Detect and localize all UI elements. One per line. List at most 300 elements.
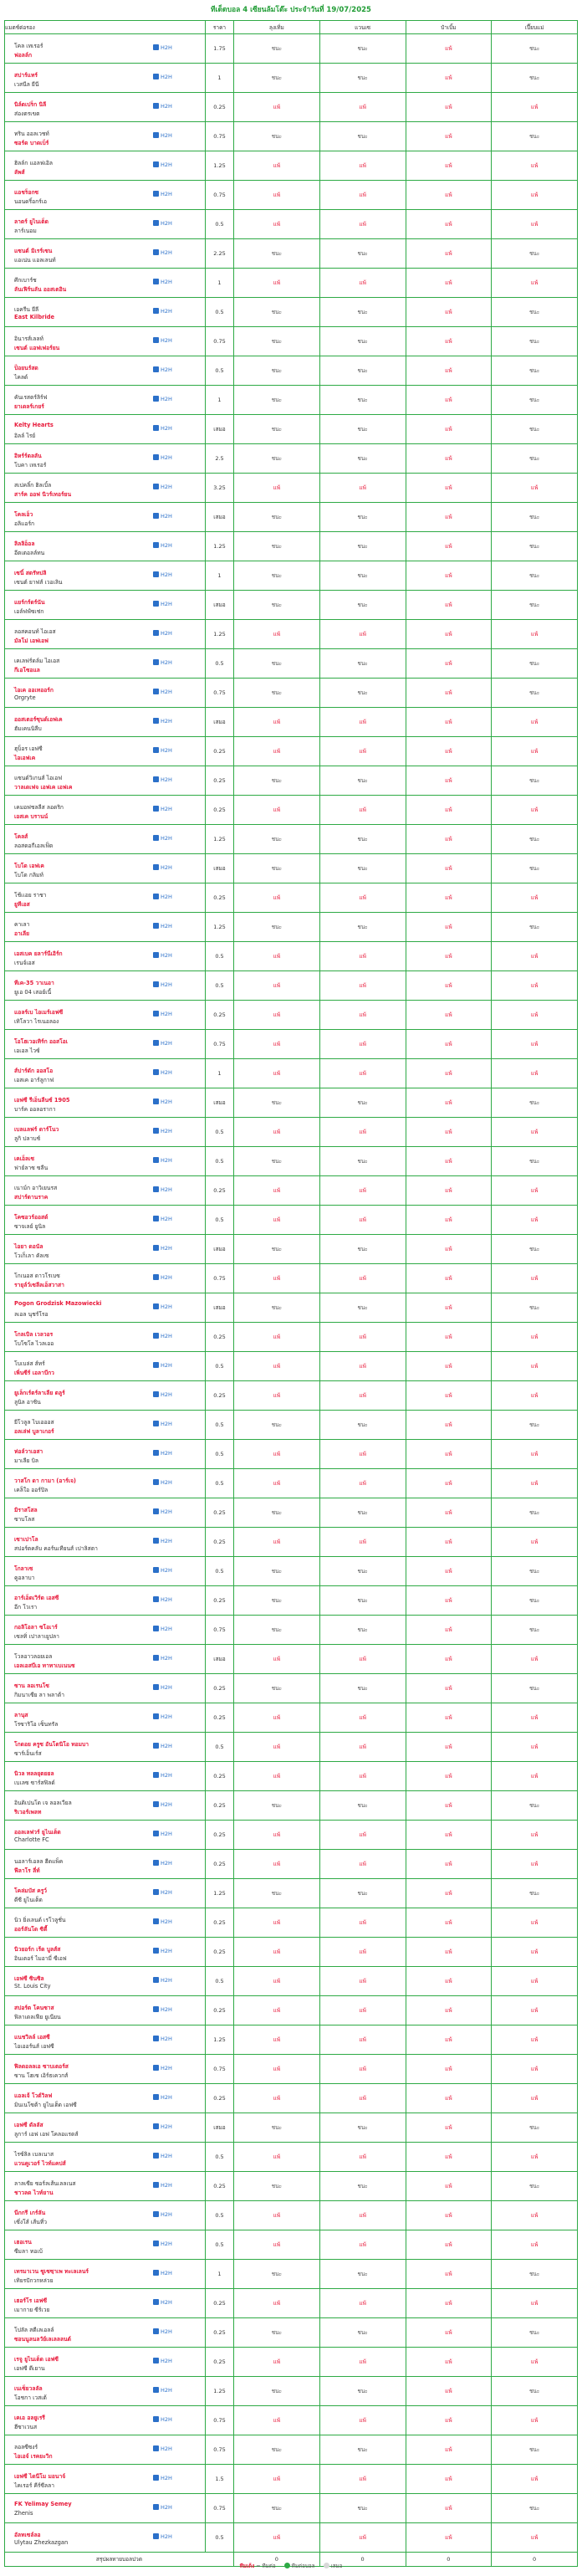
- result-cell: ชนะ: [492, 1879, 578, 1908]
- h2h-label: H2H: [161, 1860, 172, 1867]
- h2h-link[interactable]: [153, 2445, 172, 2452]
- result-cell: ชนะ: [319, 1498, 406, 1528]
- result-cell: แพ้: [234, 708, 320, 737]
- result-cell: แพ้: [406, 239, 492, 269]
- odds-cell: 0.25: [206, 1323, 234, 1352]
- h2h-link[interactable]: [153, 2094, 172, 2101]
- match-cell: [5, 1645, 206, 1674]
- home-team: สปาร์แทร์: [14, 72, 38, 79]
- h2h-icon: [153, 1450, 159, 1456]
- result-cell: แพ้: [319, 796, 406, 825]
- h2h-link[interactable]: [153, 1128, 172, 1134]
- match-cell: [5, 649, 206, 679]
- table-row: [5, 1645, 578, 1674]
- h2h-label: H2H: [161, 220, 172, 227]
- result-cell: ชนะ: [319, 415, 406, 444]
- h2h-label: H2H: [161, 1479, 172, 1486]
- h2h-icon: [153, 601, 159, 607]
- h2h-icon: [153, 542, 159, 548]
- match-cell: [5, 2494, 206, 2523]
- home-team: Pogon Grodzisk Mazowiecki: [14, 1300, 102, 1307]
- result-cell: แพ้: [406, 1235, 492, 1264]
- h2h-link[interactable]: [153, 2241, 172, 2247]
- h2h-link[interactable]: [153, 2299, 172, 2306]
- result-cell: ชนะ: [492, 591, 578, 620]
- h2h-link[interactable]: [153, 1245, 172, 1252]
- h2h-link[interactable]: [153, 718, 172, 725]
- h2h-icon: [153, 1538, 159, 1544]
- home-team: โคลส์: [14, 833, 28, 840]
- h2h-icon: [153, 1918, 159, 1924]
- result-cell: ชนะ: [234, 679, 320, 708]
- h2h-icon: [153, 103, 159, 109]
- result-cell: แพ้: [234, 210, 320, 239]
- h2h-link[interactable]: [153, 1069, 172, 1076]
- match-cell: [5, 1088, 206, 1118]
- match-cell: [5, 1059, 206, 1088]
- h2h-label: H2H: [161, 1801, 172, 1808]
- result-cell: ชนะ: [319, 2172, 406, 2201]
- h2h-link[interactable]: [153, 1157, 172, 1164]
- h2h-link[interactable]: [153, 1801, 172, 1808]
- table-row: [5, 1411, 578, 1440]
- result-cell: ชนะ: [492, 1674, 578, 1703]
- away-team: ซาน โฮเซ เอิร์ธเควกส์: [14, 2072, 69, 2079]
- h2h-label: H2H: [161, 571, 172, 578]
- table-row: [5, 2494, 578, 2523]
- match-cell: [5, 151, 206, 181]
- h2h-link[interactable]: [153, 1186, 172, 1193]
- h2h-link[interactable]: [153, 132, 172, 139]
- away-team: ลเอล นุชร์โรอ: [14, 1311, 48, 1318]
- h2h-link[interactable]: [153, 396, 172, 402]
- away-team: เอฟซี ดีเยาน: [14, 2365, 45, 2372]
- h2h-label: H2H: [161, 2123, 172, 2130]
- result-cell: ชนะ: [492, 356, 578, 386]
- result-cell: ชนะ: [234, 1088, 320, 1118]
- odds-cell: 0.75: [206, 679, 234, 708]
- result-cell: แพ้: [319, 1967, 406, 1996]
- home-team: ไอเค ออเทออร์ก: [14, 687, 54, 694]
- h2h-icon: [153, 2241, 159, 2246]
- odds-cell: 0.25: [206, 1381, 234, 1411]
- result-cell: แพ้: [492, 1703, 578, 1733]
- odds-cell: เสมอ: [206, 708, 234, 737]
- h2h-link[interactable]: [153, 220, 172, 227]
- h2h-label: H2H: [161, 1274, 172, 1281]
- h2h-icon: [153, 2036, 159, 2041]
- h2h-link[interactable]: [153, 2211, 172, 2218]
- match-cell: [5, 561, 206, 591]
- away-team: ไอเอฟเค: [14, 755, 36, 761]
- match-cell: [5, 1850, 206, 1879]
- h2h-link[interactable]: [153, 2328, 172, 2335]
- home-team: โกดอย ครูซ อันโตนิโอ ทอมบา: [14, 1741, 89, 1748]
- result-cell: แพ้: [234, 2201, 320, 2230]
- h2h-link[interactable]: [153, 2006, 172, 2013]
- h2h-link[interactable]: [153, 1508, 172, 1515]
- result-cell: แพ้: [406, 708, 492, 737]
- h2h-link[interactable]: [153, 1274, 172, 1281]
- h2h-link[interactable]: [153, 1948, 172, 1954]
- h2h-link[interactable]: [153, 2065, 172, 2072]
- h2h-link[interactable]: [153, 2475, 172, 2481]
- match-cell: [5, 2113, 206, 2143]
- table-row: [5, 620, 578, 649]
- h2h-label: H2H: [161, 2416, 172, 2423]
- result-cell: แพ้: [492, 1059, 578, 1088]
- h2h-label: H2H: [161, 1040, 172, 1047]
- home-team: เอครีน ยีลี: [14, 306, 39, 313]
- odds-cell: 0.25: [206, 2172, 234, 2201]
- result-cell: แพ้: [492, 2143, 578, 2172]
- result-cell: ชนะ: [319, 64, 406, 93]
- away-team: ซีมลา ทอเบ้: [14, 2248, 43, 2255]
- match-cell: [5, 1528, 206, 1557]
- h2h-label: H2H: [161, 249, 172, 256]
- h2h-link[interactable]: [153, 1040, 172, 1047]
- home-team: กอลิโอลา ซโอเาร์: [14, 1624, 58, 1631]
- h2h-link[interactable]: [153, 1216, 172, 1222]
- table-row: [5, 1469, 578, 1498]
- odds-cell: 0.25: [206, 796, 234, 825]
- h2h-link[interactable]: [153, 191, 172, 197]
- h2h-link[interactable]: [153, 952, 172, 959]
- h2h-link[interactable]: [153, 1596, 172, 1603]
- result-cell: ชนะ: [492, 561, 578, 591]
- h2h-link[interactable]: [153, 1362, 172, 1369]
- h2h-label: H2H: [161, 1069, 172, 1076]
- h2h-link[interactable]: [153, 2123, 172, 2130]
- home-team: ลอลซีซงร์: [14, 2444, 38, 2451]
- result-cell: แพ้: [234, 1762, 320, 1791]
- result-cell: แพ้: [234, 1938, 320, 1967]
- h2h-link[interactable]: [153, 1421, 172, 1427]
- h2h-link[interactable]: [153, 923, 172, 930]
- h2h-link[interactable]: [153, 1567, 172, 1574]
- result-cell: แพ้: [234, 1908, 320, 1938]
- h2h-icon: [153, 1128, 159, 1134]
- h2h-icon: [153, 1069, 159, 1075]
- table-row: [5, 327, 578, 356]
- h2h-icon: [153, 279, 159, 284]
- result-cell: ชนะ: [492, 2435, 578, 2465]
- odds-cell: 1.5: [206, 2465, 234, 2494]
- h2h-link[interactable]: [153, 689, 172, 695]
- match-cell: [5, 942, 206, 971]
- h2h-link[interactable]: [153, 894, 172, 900]
- away-team: วาลเดเฟจ เอฟเค เอฟเค: [14, 784, 73, 791]
- result-cell: แพ้: [492, 1938, 578, 1967]
- h2h-link[interactable]: [153, 74, 172, 80]
- h2h-link[interactable]: [153, 1391, 172, 1398]
- h2h-icon: [153, 1040, 159, 1046]
- result-cell: ชนะ: [234, 1557, 320, 1586]
- h2h-link[interactable]: [153, 1772, 172, 1779]
- h2h-link[interactable]: [153, 2270, 172, 2276]
- h2h-link[interactable]: [153, 337, 172, 344]
- h2h-label: H2H: [161, 513, 172, 520]
- table-row: [5, 2406, 578, 2435]
- h2h-link[interactable]: [153, 2416, 172, 2423]
- h2h-icon: [153, 366, 159, 372]
- h2h-label: H2H: [161, 806, 172, 812]
- match-cell: [5, 1498, 206, 1528]
- h2h-link[interactable]: [153, 1713, 172, 1720]
- h2h-link[interactable]: [153, 1860, 172, 1867]
- h2h-link[interactable]: [153, 513, 172, 520]
- h2h-link[interactable]: [153, 308, 172, 315]
- away-team: ฮีซาเวนส: [14, 2424, 38, 2430]
- h2h-link[interactable]: [153, 2036, 172, 2042]
- table-row: [5, 1791, 578, 1821]
- home-team: เอฟซี ไดนีโม มอนาจ์: [14, 2473, 66, 2480]
- result-cell: ชนะ: [492, 825, 578, 854]
- h2h-link[interactable]: [153, 806, 172, 812]
- home-team: เรจู ยูไนเต็ด เอฟซี: [14, 2356, 59, 2363]
- home-team: สปอร์ต โคนซาส: [14, 2005, 54, 2011]
- home-team: ป็อยนร์สด: [14, 365, 38, 371]
- odds-cell: 0.5: [206, 1352, 234, 1381]
- result-cell: ชนะ: [234, 239, 320, 269]
- summary-total: 0: [406, 2553, 492, 2567]
- h2h-link[interactable]: [153, 1303, 172, 1310]
- h2h-link[interactable]: [153, 454, 172, 461]
- odds-cell: 0.5: [206, 298, 234, 327]
- odds-cell: 0.25: [206, 2318, 234, 2348]
- result-cell: ชนะ: [234, 503, 320, 532]
- result-cell: แพ้: [406, 1206, 492, 1235]
- h2h-icon: [153, 1508, 159, 1514]
- away-team: บาร์ค ออลอรากา: [14, 1106, 56, 1113]
- result-cell: แพ้: [406, 1996, 492, 2025]
- odds-cell: 1.25: [206, 825, 234, 854]
- match-cell: [5, 1118, 206, 1147]
- h2h-label: H2H: [161, 2036, 172, 2042]
- summary-total: 0: [319, 2553, 406, 2567]
- odds-cell: เสมอ: [206, 415, 234, 444]
- legend-fav: ทีมเต็ง = ทีมต่อ: [239, 2563, 276, 2569]
- table-row: [5, 1323, 578, 1352]
- home-team: ฮุบ็อร เอฟซี: [14, 745, 43, 752]
- h2h-link[interactable]: [153, 659, 172, 666]
- away-team: ฟีลาโร ลี่ท์: [14, 1867, 40, 1874]
- draw-dot-icon: [324, 2563, 329, 2568]
- h2h-icon: [153, 747, 159, 753]
- h2h-link[interactable]: [153, 366, 172, 373]
- h2h-label: H2H: [161, 1596, 172, 1603]
- odds-cell: 0.75: [206, 2435, 234, 2465]
- result-cell: ชนะ: [492, 532, 578, 561]
- away-team: ไคเรอร์ คีร์ซีลลา: [14, 2482, 55, 2489]
- h2h-link[interactable]: [153, 835, 172, 842]
- h2h-icon: [153, 864, 159, 870]
- result-cell: ชนะ: [234, 34, 320, 64]
- h2h-link[interactable]: [153, 1099, 172, 1105]
- result-cell: แพ้: [406, 327, 492, 356]
- result-cell: แพ้: [406, 1616, 492, 1645]
- h2h-link[interactable]: [153, 776, 172, 783]
- h2h-link[interactable]: [153, 747, 172, 754]
- h2h-link[interactable]: [153, 103, 172, 110]
- match-cell: [5, 1733, 206, 1762]
- table-row: [5, 1235, 578, 1264]
- h2h-link[interactable]: [153, 1626, 172, 1632]
- h2h-link[interactable]: [153, 1684, 172, 1691]
- away-team: เพิ่นซีร์ เอลาบีกว: [14, 1370, 54, 1376]
- result-cell: แพ้: [319, 93, 406, 122]
- h2h-link[interactable]: [153, 2153, 172, 2159]
- result-cell: แพ้: [406, 2260, 492, 2289]
- h2h-label: H2H: [161, 74, 172, 80]
- odds-cell: 0.25: [206, 1762, 234, 1791]
- h2h-link[interactable]: [153, 1479, 172, 1486]
- result-cell: ชนะ: [319, 561, 406, 591]
- match-cell: [5, 1235, 206, 1264]
- away-team: สาร์ค ออฟ นิวร์เทอร์ยน: [14, 491, 72, 498]
- away-team: อลเล่ฟ บูลาเกอร์: [14, 1428, 54, 1435]
- result-cell: แพ้: [406, 1381, 492, 1411]
- result-cell: แพ้: [234, 2289, 320, 2318]
- h2h-link[interactable]: [153, 2387, 172, 2394]
- h2h-link[interactable]: [153, 1918, 172, 1925]
- h2h-link[interactable]: [153, 1011, 172, 1017]
- table-row: [5, 2172, 578, 2201]
- h2h-label: H2H: [161, 1011, 172, 1017]
- result-cell: แพ้: [492, 883, 578, 913]
- h2h-link[interactable]: [153, 601, 172, 607]
- match-cell: [5, 2465, 206, 2494]
- h2h-link[interactable]: [153, 864, 172, 871]
- away-team: เซลทิ่ เปาลาเยูปลา: [14, 1633, 59, 1640]
- table-row: [5, 2113, 578, 2143]
- h2h-label: H2H: [161, 1508, 172, 1515]
- h2h-link[interactable]: [153, 1450, 172, 1457]
- away-team: ฮัมเคนนิลีบ: [14, 725, 42, 732]
- result-cell: แพ้: [406, 298, 492, 327]
- result-cell: แพ้: [319, 1703, 406, 1733]
- h2h-link[interactable]: [153, 1655, 172, 1662]
- table-row: [5, 1996, 578, 2025]
- h2h-link[interactable]: [153, 1333, 172, 1339]
- table-row: [5, 2523, 578, 2553]
- h2h-link[interactable]: [153, 249, 172, 256]
- result-cell: แพ้: [406, 2172, 492, 2201]
- h2h-link[interactable]: [153, 484, 172, 490]
- home-team: Kelty Hearts: [14, 422, 54, 428]
- match-cell: [5, 1411, 206, 1440]
- result-cell: ชนะ: [492, 2377, 578, 2406]
- h2h-link[interactable]: [153, 2358, 172, 2364]
- match-cell: [5, 64, 206, 93]
- result-cell: แพ้: [492, 737, 578, 766]
- h2h-icon: [153, 1362, 159, 1368]
- result-cell: ชนะ: [234, 1674, 320, 1703]
- result-cell: แพ้: [319, 1381, 406, 1411]
- home-team: ออลเลฟวร์ ยูไนเต็ด: [14, 1829, 61, 1836]
- h2h-label: H2H: [161, 2065, 172, 2072]
- h2h-label: H2H: [161, 1538, 172, 1544]
- result-cell: แพ้: [492, 1645, 578, 1674]
- h2h-link[interactable]: [153, 44, 172, 51]
- away-team: นอนดริ์อกร์เอ: [14, 198, 48, 205]
- h2h-label: H2H: [161, 952, 172, 959]
- match-cell: [5, 34, 206, 64]
- home-team: โกลาเซ: [14, 1565, 33, 1572]
- table-row: [5, 2289, 578, 2318]
- odds-cell: 0.5: [206, 1440, 234, 1469]
- away-team: เอสเค บรานน์: [14, 813, 48, 820]
- home-team: อินดิเปนโด เจ ลอลเวียล: [14, 1800, 72, 1806]
- result-cell: แพ้: [406, 2143, 492, 2172]
- odds-cell: เสมอ: [206, 1235, 234, 1264]
- h2h-icon: [153, 44, 159, 50]
- result-cell: แพ้: [492, 181, 578, 210]
- h2h-link[interactable]: [153, 425, 172, 432]
- h2h-link[interactable]: [153, 1743, 172, 1749]
- away-team: เบเลซ ซาร์สฟิลด์: [14, 1780, 55, 1786]
- h2h-link[interactable]: [153, 571, 172, 578]
- home-team: ลานุส: [14, 1712, 28, 1718]
- result-cell: ชนะ: [234, 561, 320, 591]
- h2h-label: H2H: [161, 1948, 172, 1954]
- result-cell: แพ้: [492, 2289, 578, 2318]
- h2h-link[interactable]: [153, 2533, 172, 2540]
- match-cell: [5, 825, 206, 854]
- result-cell: แพ้: [492, 1528, 578, 1557]
- h2h-icon: [153, 1889, 159, 1895]
- h2h-link[interactable]: [153, 981, 172, 988]
- h2h-link[interactable]: [153, 542, 172, 549]
- h2h-icon: [153, 1186, 159, 1192]
- h2h-icon: [153, 308, 159, 314]
- table-row: [5, 210, 578, 239]
- result-cell: ชนะ: [234, 2260, 320, 2289]
- h2h-link[interactable]: [153, 1538, 172, 1544]
- result-cell: แพ้: [492, 796, 578, 825]
- h2h-link[interactable]: [153, 2182, 172, 2189]
- h2h-icon: [153, 776, 159, 782]
- h2h-link[interactable]: [153, 1977, 172, 1984]
- result-cell: ชนะ: [319, 1411, 406, 1440]
- h2h-label: H2H: [161, 864, 172, 871]
- h2h-link[interactable]: [153, 2504, 172, 2511]
- table-row: [5, 2025, 578, 2055]
- odds-cell: 0.25: [206, 93, 234, 122]
- away-team: Charlotte FC: [14, 1836, 49, 1843]
- home-team: เฮอเรน: [14, 2239, 32, 2246]
- odds-cell: 1: [206, 1059, 234, 1088]
- result-cell: แพ้: [234, 1440, 320, 1469]
- table-row: [5, 269, 578, 298]
- h2h-link[interactable]: [153, 1831, 172, 1837]
- result-cell: แพ้: [406, 1791, 492, 1821]
- home-team: ลอสคอนท์ ไอเอส: [14, 628, 56, 635]
- table-row: [5, 1733, 578, 1762]
- match-cell: [5, 766, 206, 796]
- h2h-link[interactable]: [153, 161, 172, 168]
- result-cell: ชนะ: [492, 239, 578, 269]
- result-cell: แพ้: [234, 2143, 320, 2172]
- odds-cell: 0.25: [206, 1674, 234, 1703]
- h2h-link[interactable]: [153, 630, 172, 637]
- result-cell: ชนะ: [492, 1498, 578, 1528]
- h2h-link[interactable]: [153, 1889, 172, 1896]
- h2h-label: H2H: [161, 2006, 172, 2013]
- h2h-icon: [153, 220, 159, 226]
- h2h-link[interactable]: [153, 279, 172, 285]
- away-team: โวเก็เลา คัลเซ: [14, 1252, 49, 1259]
